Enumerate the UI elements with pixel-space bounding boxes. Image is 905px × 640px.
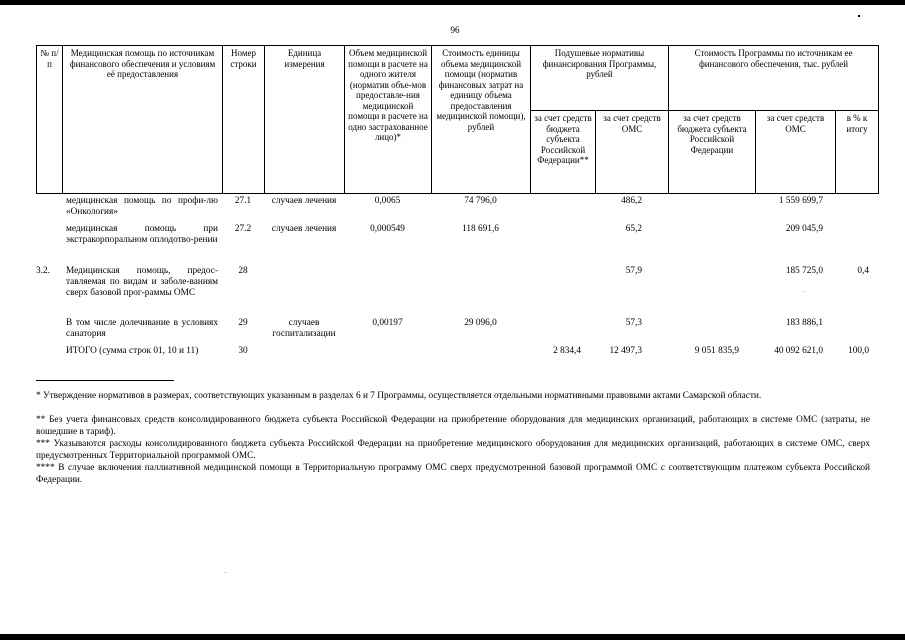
row-number: 27.1 [234, 196, 252, 206]
header-col-volume: Объем медицинской помощи в расчете на одного жителя (норматив объе-мов предоставле-ния медицинской помощи в расчете на одно застрахованное лицо)* [344, 45, 431, 193]
footnote: **** В случае включения паллиативной медицинской помощи в Территориальную программу ОМС сверх предусмотренной базовой программой ОМС с соответствующим платежом субъекта Российской Федерации. [36, 463, 870, 485]
row-cost: 29 096,0 [464, 318, 497, 328]
row-cost: 118 691,6 [462, 224, 499, 234]
row-norm-budget: 2 834,4 [553, 346, 581, 356]
top-border [0, 0, 905, 5]
table-right-border [878, 45, 879, 193]
header-bottom-border [36, 193, 879, 194]
row-cost-oms: 183 886,1 [785, 318, 823, 328]
row-cost: 74 796,0 [464, 196, 497, 206]
scan-speck [225, 572, 226, 573]
header-norm-budget: за счет средств бюджета субъекта Российской Федерации** [530, 110, 595, 193]
row-unit: случаев госпитализации [272, 318, 336, 339]
header-col-num: № п/п [36, 45, 62, 193]
row-pct: 0,4 [857, 266, 869, 276]
row-norm-oms: 57,3 [625, 318, 642, 328]
row-number: 29 [238, 318, 248, 328]
row-norm-oms: 486,2 [621, 196, 642, 206]
header-col-row: Номер строки [222, 45, 264, 193]
row-norm-oms: 12 497,3 [609, 346, 642, 356]
row-volume: 0,0065 [374, 196, 401, 206]
row-name: медицинская помощь по профи-лю «Онкология» [66, 196, 218, 217]
header-cost-budget: за счет средств бюджета субъекта Российской Федерации [668, 110, 755, 193]
footnote: * Утверждение нормативов в размерах, соответствующих указанным в разделах 6 и 7 Программы, осуществляется отдельными нормативными правовыми актами Самарской области. [36, 391, 762, 401]
scan-speck [858, 15, 860, 17]
header-norm-oms: за счет средств ОМС [595, 110, 668, 193]
row-unit: случаев лечения [271, 196, 337, 206]
row-volume: 0,00197 [372, 318, 403, 328]
row-cost-oms: 185 725,0 [785, 266, 823, 276]
row-cost-oms: 40 092 621,0 [774, 346, 823, 356]
header-cost-oms: за счет средств ОМС [755, 110, 835, 193]
header-group-norms: Подушевые нормативы финансирования Программы, рублей [530, 45, 668, 110]
row-num: 3.2. [36, 266, 50, 276]
page-number: 96 [450, 25, 460, 35]
row-name: ИТОГО (сумма строк 01, 10 и 11) [66, 346, 199, 356]
row-unit: случаев лечения [271, 224, 337, 234]
header-col-cost: Стоимость единицы объема медицинской помощи (норматив финансовых затрат на единицу объема предоставления медицинской помощи), рублей [431, 45, 530, 193]
row-name: медицинская помощь при экстракорпоральном оплодотво-рении [66, 224, 218, 245]
row-cost-oms: 209 045,9 [785, 224, 823, 234]
row-number: 30 [238, 346, 248, 356]
footnote-rule [36, 380, 174, 381]
row-cost-oms: 1 559 699,7 [778, 196, 823, 206]
row-cost-budget: 9 051 835,9 [694, 346, 739, 356]
header-col-unit: Единица измерения [264, 45, 344, 193]
row-pct: 100,0 [848, 346, 869, 356]
header-group-cost: Стоимость Программы по источникам ее финансового обеспечения, тыс. рублей [668, 45, 878, 110]
scan-speck [803, 291, 804, 292]
header-col-name: Медицинская помощь по источникам финансового обеспечения и условиям её предоставления [62, 45, 222, 193]
row-norm-oms: 65,2 [625, 224, 642, 234]
row-number: 28 [238, 266, 248, 276]
footnote: ** Без учета финансовых средств консолидированного бюджета субъекта Российской Федерации на приобретение оборудования для медицинских организаций, работающих в системе ОМС (затраты, не вошедшие в тариф). [36, 415, 870, 437]
row-norm-oms: 57,9 [625, 266, 642, 276]
row-name: Медицинская помощь, предос-тавляемая по видам и заболе-ваниям сверх базовой прог-раммы ОМС [66, 266, 218, 298]
header-cost-pct: в % к итогу [835, 110, 878, 193]
bottom-border [0, 634, 905, 640]
footnote: *** Указываются расходы консолидированного бюджета субъекта Российской Федерации на приобретение медицинского оборудования для медицинских организаций, работающих в системе ОМС, сверх предусмотренных Территориальной программой ОМС. [36, 439, 870, 461]
row-volume: 0,000549 [370, 224, 405, 234]
row-number: 27.2 [234, 224, 252, 234]
row-name: В том числе долечивание в условиях санатория [66, 318, 218, 339]
